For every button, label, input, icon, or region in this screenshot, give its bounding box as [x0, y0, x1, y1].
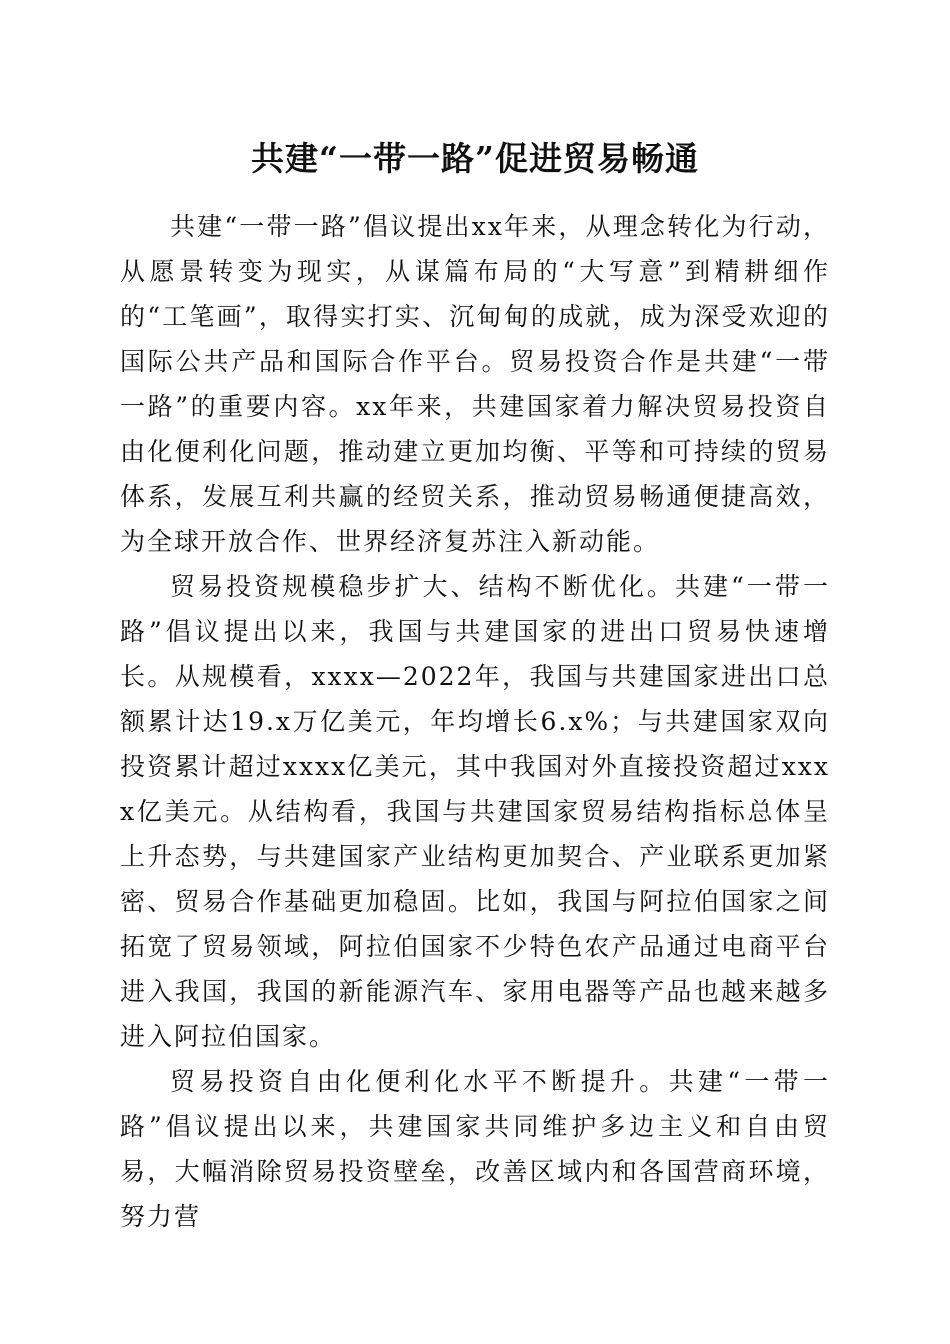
paragraph-intro: 共建“一带一路”倡议提出xx年来，从理念转化为行动，从愿景转变为现实，从谋篇布局的“大写意”到精耕细作的“工笔画”，取得实打实、沉甸甸的成就，成为深受欢迎的国际公共产品和国际合作平台。贸易投资合作是共建“一带一路”的重要内容。xx年来，共建国家着力解决贸易投资自由化便利化问题，推动建立更加均衡、平等和可持续的贸易体系，发展互利共赢的经贸关系，推动贸易畅通便捷高效，为全球开放合作、世界经济复苏注入新动能。 — [120, 212, 830, 556]
document-body — [120, 204, 830, 1239]
paragraph-trade-scale: 贸易投资规模稳步扩大、结构不断优化。共建“一带一路”倡议提出以来，我国与共建国家的进出口贸易快速增长。从规模看，xxxx—2022年，我国与共建国家进出口总额累计达19.x万亿美元，年均增长6.x%；与共建国家双向投资累计超过xxxx亿美元，其中我国对外直接投资超过xxxx亿美元。从结构看，我国与共建国家贸易结构指标总体呈上升态势，与共建国家产业结构更加契合、产业联系更加紧密、贸易合作基础更加稳固。比如，我国与阿拉伯国家之间拓宽了贸易领域，阿拉伯国家不少特色农产品通过电商平台进入我国，我国的新能源汽车、家用电器等产品也越来越多进入阿拉伯国家。 — [120, 572, 830, 1051]
paragraph-trade-liberalization: 贸易投资自由化便利化水平不断提升。共建“一带一路”倡议提出以来，共建国家共同维护多边主义和自由贸易，大幅消除贸易投资壁垒，改善区域内和各国营商环境，努力营 — [120, 1067, 830, 1231]
document-title: 共建“一带一路”促进贸易畅通 — [251, 139, 699, 178]
